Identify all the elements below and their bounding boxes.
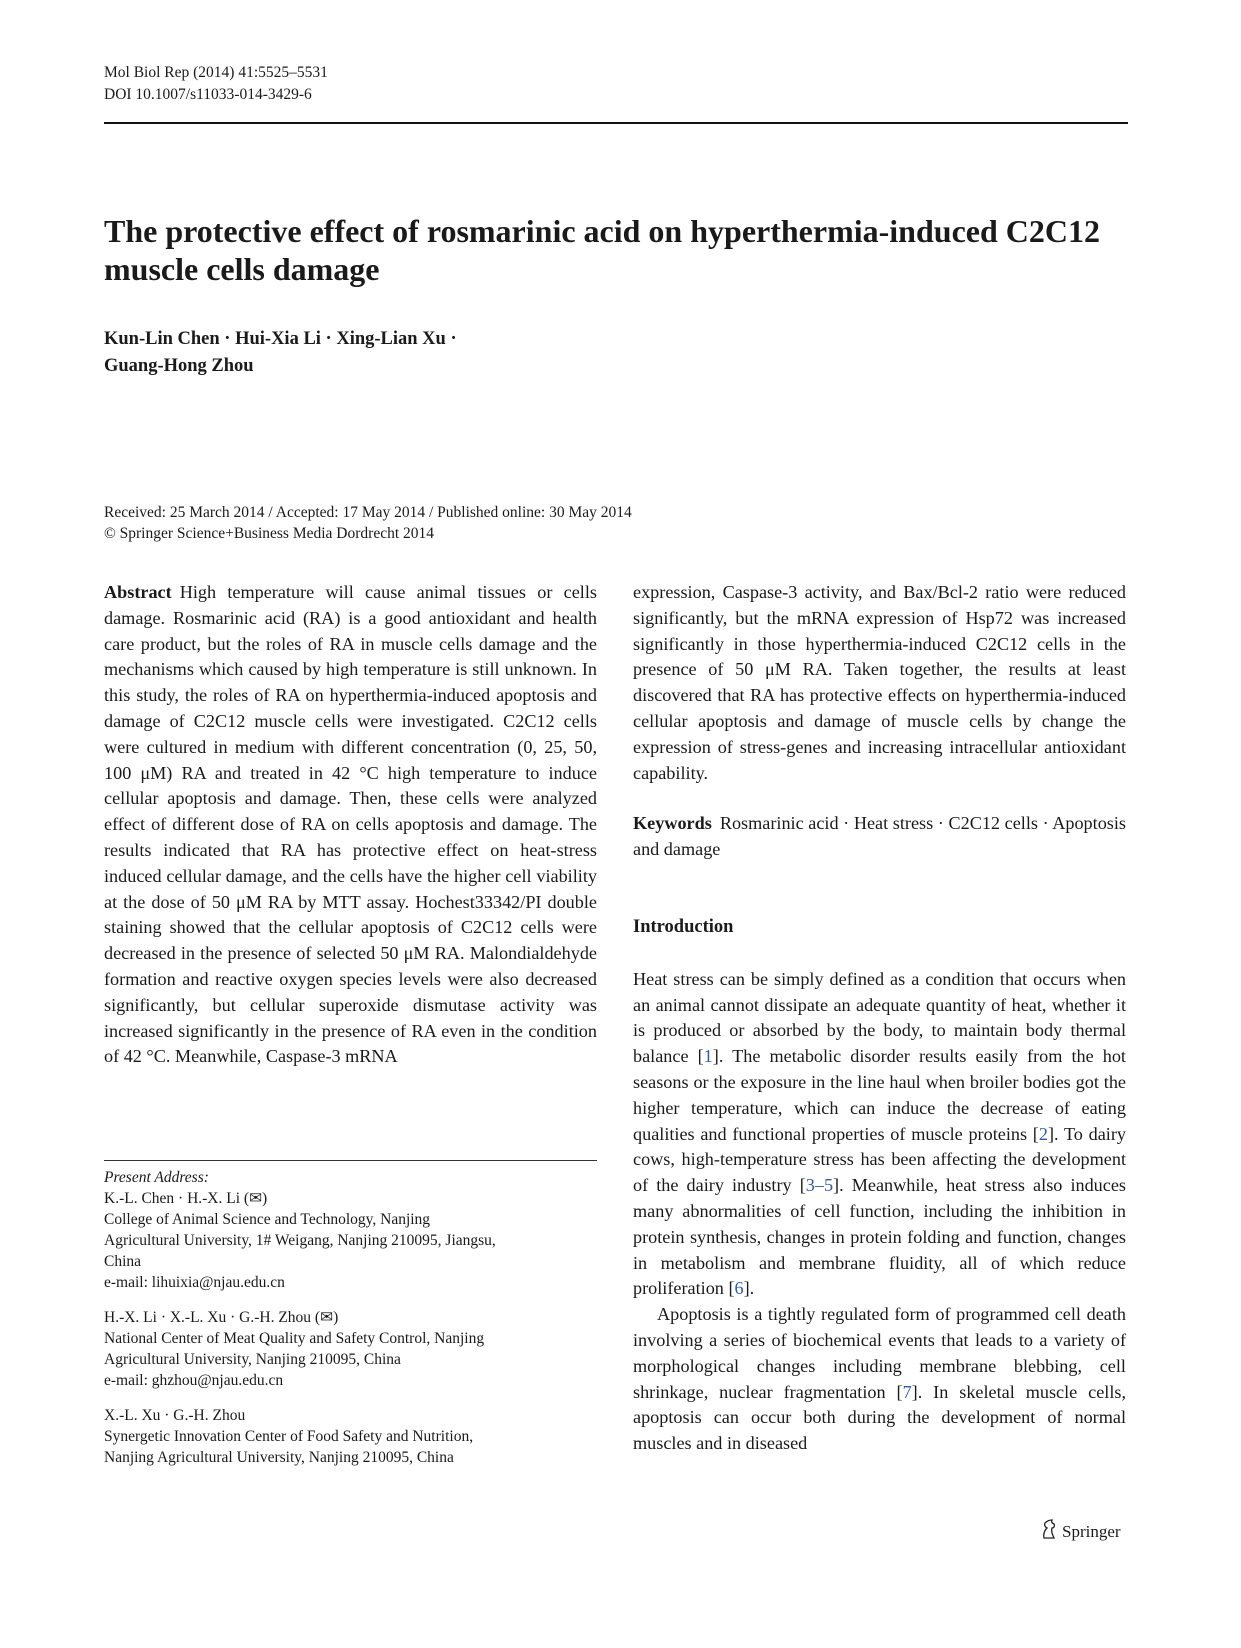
- keywords-label: Keywords: [633, 813, 712, 834]
- affiliation-group: [104, 1307, 597, 1391]
- affiliation-email: e-mail: ghzhou@njau.edu.cn: [104, 1372, 284, 1389]
- citation-link[interactable]: 2: [1038, 1123, 1048, 1144]
- present-address-label: Present Address:: [104, 1169, 209, 1186]
- affiliation-line: China: [104, 1253, 142, 1270]
- citation-link[interactable]: 6: [734, 1278, 744, 1299]
- header-rule: [104, 122, 1128, 124]
- abstract-continued: expression, Caspase-3 activity, and Bax/Bcl-2 ratio were reduced significantly, but the mRNA expression of Hsp72 was increased significantly in those hyperthermia-induced C2C12 cells in the presence of 50 μM RA. Taken together, the results at least discovered that RA has protective effects on hyperthermia-induced cellular apoptosis and damage of muscle cells by change the expression of stress-genes and increasing intracellular antioxidant capability.: [633, 582, 1126, 783]
- history-dates: Received: 25 March 2014 / Accepted: 17 May 2014 / Published online: 30 May 2014: [104, 504, 632, 521]
- keywords-text: Rosmarinic acid · Heat stress · C2C12 cells · Apoptosis and damage: [633, 813, 1126, 860]
- article-title: The protective effect of rosmarinic acid on hyperthermia-induced C2C12 muscle cells damage: [104, 213, 1100, 287]
- affiliation-group: [104, 1405, 597, 1468]
- author-line: Kun-Lin Chen · Hui-Xia Li · Xing-Lian Xu ·: [104, 329, 457, 349]
- author-line: Guang-Hong Zhou: [104, 356, 254, 376]
- springer-horse-icon: [1038, 1518, 1058, 1545]
- intro-paragraph: Apoptosis is a tightly regulated form of programmed cell death involving a series of biochemical events that leads to a variety of morphological changes including membrane blebbing, cell shrinkage, nuclear fragmentation [7]. In skeletal muscle cells, apoptosis can occur both during the development of normal muscles and in diseased: [633, 1304, 1127, 1454]
- affiliation-names: H.-X. Li · X.-L. Xu · G.-H. Zhou (✉): [104, 1309, 339, 1326]
- citation-link[interactable]: 3–5: [805, 1175, 834, 1196]
- article-history: [104, 502, 1004, 544]
- affiliation-line: Synergetic Innovation Center of Food Safety and Nutrition,: [104, 1428, 474, 1445]
- abstract: [104, 580, 597, 1070]
- affiliation-line: College of Animal Science and Technology, Nanjing: [104, 1211, 431, 1228]
- citation-link[interactable]: 7: [902, 1381, 912, 1402]
- copyright: © Springer Science+Business Media Dordrecht 2014: [104, 525, 435, 542]
- affiliation-names: K.-L. Chen · H.-X. Li (✉): [104, 1190, 268, 1207]
- abstract-label: Abstract: [104, 582, 172, 602]
- citation-link[interactable]: 1: [703, 1046, 713, 1067]
- abstract-text: High temperature will cause animal tissues or cells damage. Rosmarinic acid (RA) is a good antioxidant and health care product, but the roles of RA in muscle cells damage and the mechanisms which caused by high temperature is still unknown. In this study, the roles of RA on hyperthermia-induced apoptosis and damage of C2C12 muscle cells were investigated. C2C12 cells were cultured in medium with different concentration (0, 25, 50, 100 μM) RA and treated in 42 °C high temperature to induce cellular apoptosis and damage. Then, these cells were analyzed effect of different dose of RA on cells apoptosis and damage. The results indicated that RA has protective effect on heat-stress induced cellular damage, and the cells have the higher cell viability at the dose of 50 μM RA by MTT assay. Hochest33342/PI double staining showed that the cellular apoptosis of C2C12 cells were decreased in the presence of selected 50 μM RA. Malondialdehyde formation and reactive oxygen species levels were also decreased significantly, but cellular superoxide dismutase activity was increased significantly in the presence of RA even in the condition of 42 °C. Meanwhile, Caspase-3 mRNA: [104, 582, 597, 1067]
- doi: DOI 10.1007/s11033-014-3429-6: [104, 86, 312, 103]
- affiliation-line: National Center of Meat Quality and Safety Control, Nanjing: [104, 1330, 485, 1347]
- keywords: [633, 811, 1126, 863]
- affiliation-email: e-mail: lihuixia@njau.edu.cn: [104, 1274, 285, 1291]
- right-column: [633, 580, 1126, 1457]
- journal-citation: Mol Biol Rep (2014) 41:5525–5531: [104, 64, 328, 81]
- intro-paragraph: Heat stress can be simply defined as a condition that occurs when an animal cannot dissipate an adequate quantity of heat, whether it is produced or absorbed by the body, to maintain body thermal balance [1]. The metabolic disorder results easily from the hot seasons or the exposure in the line haul when broiler bodies got the higher temperature, which can induce the decrease of eating qualities and functional properties of muscle proteins [2]. To dairy cows, high-temperature stress has been affecting the development of the dairy industry [3–5]. Meanwhile, heat stress also induces many abnormalities of cell function, including the inhibition in protein synthesis, changes in protein folding and function, changes in metabolism and membrane fluidity, all of which reduce proliferation [6].: [633, 968, 1127, 1299]
- author-affiliations: [104, 1167, 597, 1482]
- left-column: [104, 580, 597, 1070]
- affiliation-names: X.-L. Xu · G.-H. Zhou: [104, 1407, 246, 1424]
- affiliation-line: Agricultural University, 1# Weigang, Nanjing 210095, Jiangsu,: [104, 1232, 496, 1249]
- affiliation-group: [104, 1188, 597, 1293]
- author-list: [104, 326, 704, 380]
- publisher-mark: [1038, 1518, 1121, 1545]
- section-heading-introduction: Introduction: [633, 916, 734, 937]
- publisher-name: Springer: [1062, 1521, 1121, 1541]
- footnote-rule: [104, 1160, 597, 1161]
- affiliation-line: Nanjing Agricultural University, Nanjing 210095, China: [104, 1449, 454, 1466]
- affiliation-line: Agricultural University, Nanjing 210095, China: [104, 1351, 401, 1368]
